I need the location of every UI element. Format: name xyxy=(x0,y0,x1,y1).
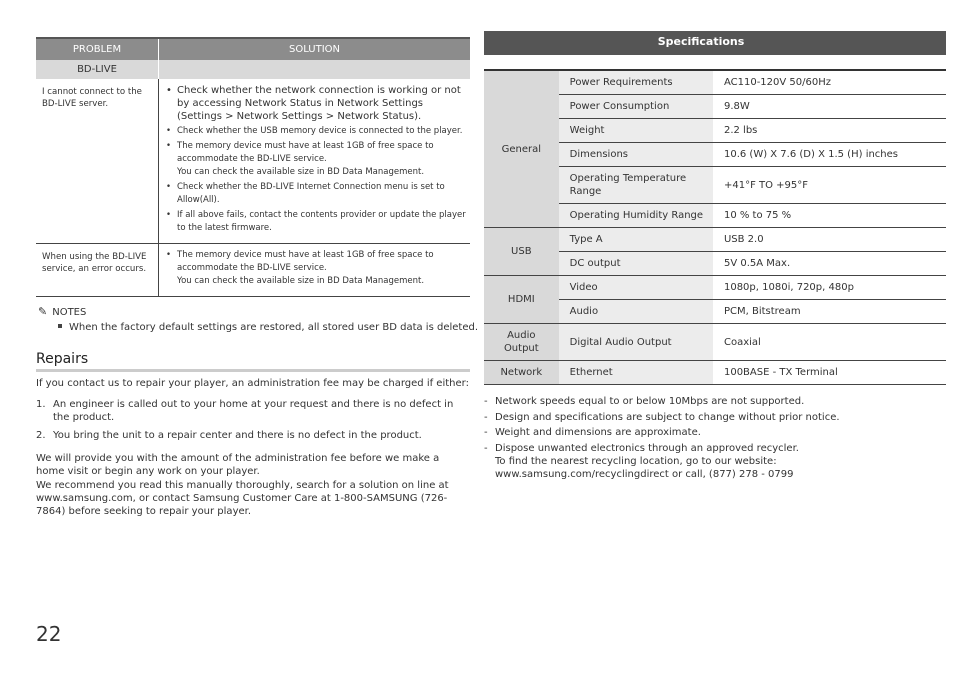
repairs-paragraph: We will provide you with the amount of the administration fee before we make a home visit or begin any work on your player. xyxy=(36,453,440,477)
spec-item: Video xyxy=(559,276,713,300)
category-blank xyxy=(159,60,471,79)
spec-value: Coaxial xyxy=(713,324,946,361)
list-number: 1. xyxy=(36,399,46,410)
category-bd-live: BD-LIVE xyxy=(36,60,159,79)
spec-value: 100BASE - TX Terminal xyxy=(713,361,946,385)
divider xyxy=(36,369,470,372)
list-item xyxy=(36,398,470,424)
spec-value: 1080p, 1080i, 720p, 480p xyxy=(713,276,946,300)
notes-heading: ✎ NOTES xyxy=(38,305,87,318)
pencil-icon: ✎ xyxy=(38,305,48,318)
footnote: - Dispose unwanted electronics through an approved recycler. To find the nearest recycling location, go to our website: www.samsung.com/recyclingdirect or call, (877) 278 - 0799 xyxy=(484,442,884,481)
table-row xyxy=(36,244,470,297)
spec-item: Operating Humidity Range xyxy=(559,204,713,228)
repairs-heading: Repairs xyxy=(36,351,89,367)
solution-subnote: You can check the available size in BD Data Management. xyxy=(177,276,425,286)
spec-item: Type A xyxy=(559,228,713,252)
spec-value: 10 % to 75 % xyxy=(713,204,946,228)
page-number: 22 xyxy=(36,622,62,646)
spec-value: PCM, Bitstream xyxy=(713,300,946,324)
spec-value: +41°F TO +95°F xyxy=(713,167,946,204)
specifications-table xyxy=(484,69,946,385)
spec-item: Dimensions xyxy=(559,143,713,167)
troubleshooting-table xyxy=(36,37,470,297)
group-network: Network xyxy=(484,361,559,385)
spec-item: Operating Temperature Range xyxy=(559,167,713,204)
spec-item: Weight xyxy=(559,119,713,143)
spec-title: Specifications xyxy=(657,35,745,48)
spec-item: DC output xyxy=(559,252,713,276)
footnote-sub: To find the nearest recycling location, go to our website: www.samsung.com/recyclingdirect or call, (877) 278 - 0799 xyxy=(495,456,794,480)
table-row xyxy=(484,324,946,361)
solution-item: • Check whether the USB memory device is connected to the player. xyxy=(164,125,466,138)
spec-value: 5V 0.5A Max. xyxy=(713,252,946,276)
spec-value: USB 2.0 xyxy=(713,228,946,252)
group-hdmi: HDMI xyxy=(484,276,559,324)
list-text: An engineer is called out to your home at your request and there is no defect in the product. xyxy=(53,399,454,423)
spec-value: 9.8W xyxy=(713,95,946,119)
table-row xyxy=(36,79,470,244)
table-row xyxy=(484,70,946,95)
solution-item: • The memory device must have at least 1GB of free space to accommodate the BD-LIVE service. You can check the available size in BD Data Management. xyxy=(164,249,466,288)
spec-item: Digital Audio Output xyxy=(559,324,713,361)
spec-item: Ethernet xyxy=(559,361,713,385)
spec-value: 2.2 lbs xyxy=(713,119,946,143)
problem-cell: When using the BD-LIVE service, an error occurs. xyxy=(36,244,159,297)
solution-item: • Check whether the network connection is working or not by accessing Network Status in Network Settings (Settings > Network Settings > Network Status). xyxy=(164,84,466,123)
group-usb: USB xyxy=(484,228,559,276)
notes-item: When the factory default settings are restored, all stored user BD data is deleted. xyxy=(58,322,478,333)
solution-item: • If all above fails, contact the contents provider or update the player to the latest firmware. xyxy=(164,209,466,235)
spec-item: Audio xyxy=(559,300,713,324)
header-solution: SOLUTION xyxy=(159,38,471,60)
solution-item: • Check whether the BD-LIVE Internet Connection menu is set to Allow(All). xyxy=(164,181,466,207)
group-audio-output: Audio Output xyxy=(484,324,559,361)
repairs-paragraph: We recommend you read this manually thoroughly, search for a solution on line at www.samsung.com, or contact Samsung Customer Care at 1-800-SAMSUNG (726-7864) before seeking to repair your player. xyxy=(36,480,449,517)
solution-item: • The memory device must have at least 1GB of free space to accommodate the BD-LIVE service. You can check the available size in BD Data Management. xyxy=(164,140,466,179)
problem-cell: I cannot connect to the BD-LIVE server. xyxy=(36,79,159,244)
spec-value: 10.6 (W) X 7.6 (D) X 1.5 (H) inches xyxy=(713,143,946,167)
footnote: - Network speeds equal to or below 10Mbps are not supported. xyxy=(484,396,805,407)
square-bullet-icon xyxy=(58,324,62,328)
table-row xyxy=(484,361,946,385)
list-text: You bring the unit to a repair center and there is no defect in the product. xyxy=(53,430,422,441)
header-problem: PROBLEM xyxy=(36,38,159,60)
table-row xyxy=(484,276,946,300)
solution-subnote: You can check the available size in BD Data Management. xyxy=(177,167,425,177)
spec-value: AC110-120V 50/60Hz xyxy=(713,70,946,95)
footnote: - Design and specifications are subject to change without prior notice. xyxy=(484,412,840,423)
list-item xyxy=(36,429,470,442)
repairs-intro: If you contact us to repair your player, an administration fee may be charged if either: xyxy=(36,378,469,389)
solution-cell xyxy=(159,79,471,244)
footnote: - Weight and dimensions are approximate. xyxy=(484,427,701,438)
spec-item: Power Requirements xyxy=(559,70,713,95)
list-number: 2. xyxy=(36,430,46,441)
group-general: General xyxy=(484,70,559,228)
spec-item: Power Consumption xyxy=(559,95,713,119)
solution-cell xyxy=(159,244,471,297)
table-row xyxy=(484,228,946,252)
